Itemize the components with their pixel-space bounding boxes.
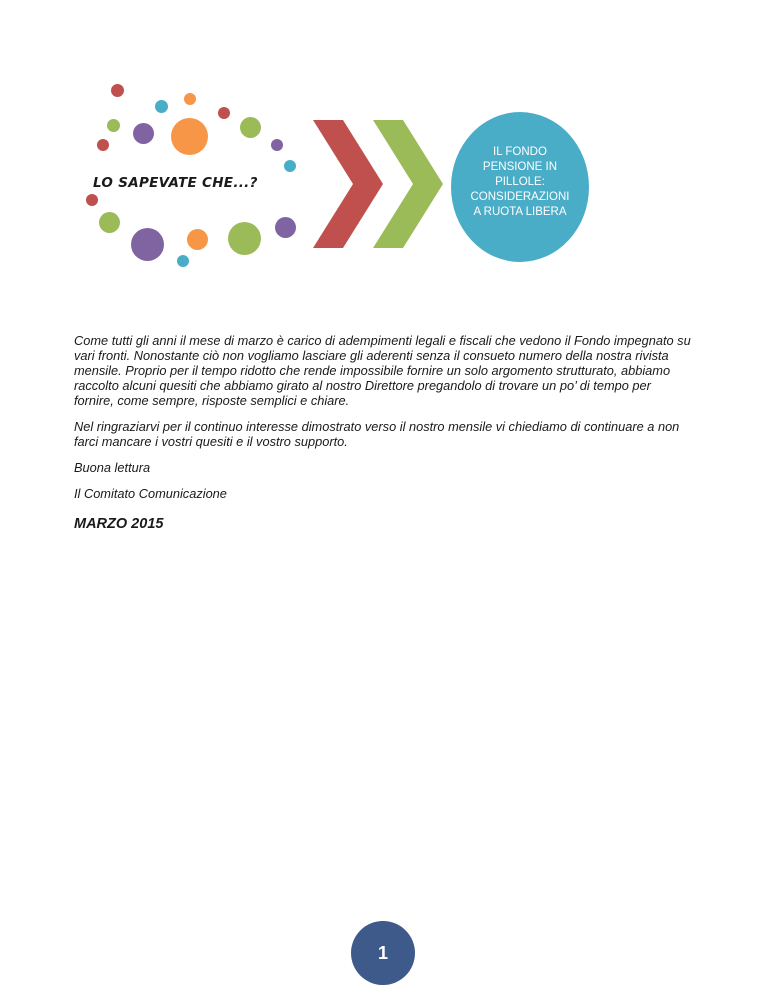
decorative-dot-purple <box>275 217 296 238</box>
thanks-paragraph: Nel ringraziarvi per il continuo interesse dimostrato verso il nostro mensile vi chiediamo di continuare a non farci mancare i vostri quesiti e il vostro supporto. <box>74 419 680 449</box>
page-number: 1 <box>377 942 388 963</box>
decorative-dot-green <box>99 212 120 233</box>
header-graphic <box>70 75 630 275</box>
decorative-dot-green <box>107 119 120 132</box>
decorative-dot-red <box>218 107 230 119</box>
decorative-dot-blue <box>155 100 168 113</box>
intro-paragraph: Come tutti gli anni il mese di marzo è carico di adempimenti legali e fiscali che vedono il Fondo impegnato su vari fronti. Nonostante ciò non vogliamo lasciare gli aderenti senza il consueto numero della nostra rivista mensile. Proprio per il tempo ridotto che rende impossibile fornire un solo argomento strutturato, abbiamo raccolto alcuni quesiti che abbiamo girato al nostro Direttore pregandolo di trovare un po’ di tempo per fornire, come sempre, risposte semplici e chiare. <box>74 333 691 408</box>
decorative-dot-orange <box>184 93 196 105</box>
decorative-dot-blue <box>177 255 189 267</box>
topic-title: IL FONDO PENSIONE IN PILLOLE: CONSIDERAZIONI A RUOTA LIBERA <box>470 145 570 218</box>
decorative-dot-orange <box>187 229 208 250</box>
decorative-dot-green-large <box>228 222 261 255</box>
double-chevron-arrow-icon <box>313 120 453 248</box>
decorative-dot-purple-large <box>131 228 164 261</box>
greeting: Buona lettura <box>74 460 151 475</box>
red-chevron <box>313 120 383 248</box>
signature: Il Comitato Comunicazione <box>74 486 227 501</box>
decorative-dot-red <box>111 84 124 97</box>
decorative-dot-purple <box>271 139 283 151</box>
topic-circle <box>451 112 589 262</box>
decorative-dot-orange-large <box>171 118 208 155</box>
issue-date: MARZO 2015 <box>74 516 164 532</box>
page-number-badge <box>351 921 415 985</box>
tagline: LO SAPEVATE CHE...? <box>93 175 258 191</box>
decorative-dot-red <box>86 194 98 206</box>
green-chevron <box>373 120 443 248</box>
decorative-dot-blue <box>284 160 296 172</box>
decorative-dot-green <box>240 117 261 138</box>
decorative-dot-red <box>97 139 109 151</box>
article-body <box>74 333 694 543</box>
decorative-dot-purple <box>133 123 154 144</box>
